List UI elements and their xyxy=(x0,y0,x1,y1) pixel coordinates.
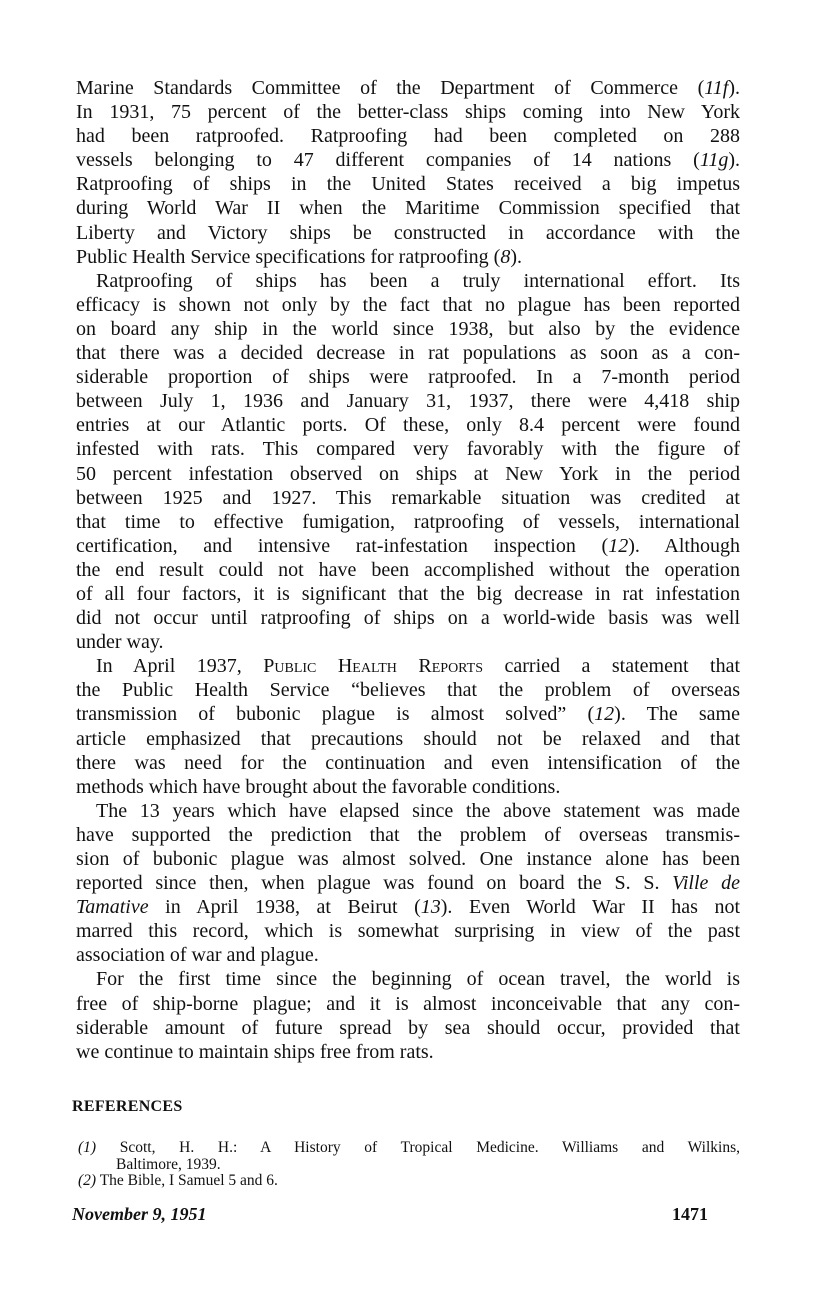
italic-text: 11f xyxy=(704,77,729,99)
text-segment: In 1931, 75 percent of the better-class ships coming into New York xyxy=(76,101,740,124)
text-segment: methods which have brought about the favorable conditions. xyxy=(76,775,561,798)
text-line xyxy=(76,293,740,317)
issue-date: November 9, 1951 xyxy=(72,1204,207,1224)
text-line xyxy=(76,558,740,582)
text-segment: In April 1937, xyxy=(96,655,264,678)
text-line xyxy=(76,1040,740,1064)
text-segment: on board any ship in the world since 1938, but also by the evidence xyxy=(76,317,740,340)
text-line xyxy=(76,751,740,775)
text-line xyxy=(76,919,740,943)
text-segment: siderable proportion of ships were ratproofed. In a 7-month period xyxy=(76,366,740,389)
text-line xyxy=(76,172,740,196)
text-segment: vessels belonging to 47 different companies of 14 nations ( xyxy=(76,149,700,172)
text-segment: there was need for the continuation and even intensification of the xyxy=(76,751,740,774)
text-line xyxy=(76,678,740,702)
text-segment: in April 1938, at Beirut ( xyxy=(148,896,421,919)
text-line xyxy=(76,365,740,389)
text-segment: free of ship-borne plague; and it is almost inconceivable that any con- xyxy=(76,992,740,1015)
text-segment: carried a statement that xyxy=(483,655,740,678)
small-caps-text: Public Health Reports xyxy=(263,655,484,678)
text-line xyxy=(76,341,740,365)
italic-text: Ville de xyxy=(672,872,740,895)
text-segment: ). The same xyxy=(614,703,740,726)
reference-number: (2) xyxy=(78,1172,97,1189)
paragraph xyxy=(76,269,740,655)
italic-text: 8 xyxy=(500,245,511,268)
text-segment: of all four factors, it is significant that the big decrease in rat infestation xyxy=(76,582,740,605)
text-line xyxy=(76,437,740,461)
text-segment: the Public Health Service “believes that the problem of overseas xyxy=(76,679,740,702)
text-segment: the end result could not have been accomplished without the operation xyxy=(76,558,740,581)
text-segment: that there was a decided decrease in rat populations as soon as a con- xyxy=(76,342,740,365)
text-segment: that time to effective fumigation, ratproofing of vessels, international xyxy=(76,510,740,533)
text-segment: association of war and plague. xyxy=(76,944,319,967)
text-segment: The 13 years which have elapsed since the above statement was made xyxy=(96,799,740,822)
text-segment: infested with rats. This compared very favorably with the figure of xyxy=(76,438,740,461)
text-line xyxy=(76,76,740,100)
text-segment: certification, and intensive rat-infestation inspection ( xyxy=(76,534,609,557)
text-segment: did not occur until ratproofing of ships on a world-wide basis was well xyxy=(76,607,740,630)
text-line xyxy=(76,630,740,654)
text-segment: Marine Standards Committee of the Department of Commerce ( xyxy=(76,77,705,99)
text-segment: efficacy is shown not only by the fact that no plague has been reported xyxy=(76,293,740,316)
text-segment: marred this record, which is somewhat surprising in view of the past xyxy=(76,920,740,943)
article-body xyxy=(76,76,740,1064)
text-line xyxy=(76,992,740,1016)
italic-text: 13 xyxy=(420,896,441,919)
paragraph xyxy=(76,654,740,799)
text-line xyxy=(76,967,740,991)
italic-text: 12 xyxy=(608,534,629,557)
text-segment: 50 percent infestation observed on ships at New York in the period xyxy=(76,462,740,485)
text-segment: ). xyxy=(510,245,522,268)
text-line xyxy=(76,486,740,510)
text-line xyxy=(76,389,740,413)
text-line xyxy=(76,245,740,269)
text-line xyxy=(76,606,740,630)
text-line xyxy=(76,871,740,895)
text-line xyxy=(76,702,740,726)
text-segment: under way. xyxy=(76,631,164,654)
text-segment: between 1925 and 1927. This remarkable situation was credited at xyxy=(76,486,740,509)
text-segment: ). Even World War II has not xyxy=(440,896,740,919)
text-segment: Liberty and Victory ships be constructed in accordance with the xyxy=(76,221,740,244)
text-line xyxy=(76,799,740,823)
text-line xyxy=(76,582,740,606)
text-line xyxy=(76,895,740,919)
text-line xyxy=(76,124,740,148)
text-segment: ). xyxy=(728,77,740,99)
reference-item xyxy=(78,1139,740,1173)
text-line xyxy=(76,196,740,220)
text-segment: had been ratproofed. Ratproofing had been completed on 288 xyxy=(76,125,740,148)
text-line xyxy=(76,413,740,437)
text-line xyxy=(76,943,740,967)
text-segment: ). xyxy=(728,149,740,172)
italic-text: 11g xyxy=(699,149,729,172)
text-line xyxy=(76,847,740,871)
text-segment: sion of bubonic plague was almost solved. One instance alone has been xyxy=(76,848,740,870)
paragraph xyxy=(76,799,740,968)
text-segment: ). Although xyxy=(628,534,740,557)
reference-text: The Bible, I Samuel 5 and 6. xyxy=(99,1172,278,1189)
text-line xyxy=(76,462,740,486)
references-heading: REFERENCES xyxy=(72,1098,183,1115)
text-line xyxy=(76,221,740,245)
text-segment: Ratproofing of ships in the United States received a big impetus xyxy=(76,173,740,196)
text-line xyxy=(76,148,740,172)
text-line xyxy=(76,727,740,751)
reference-text: Scott, H. H.: A History of Tropical Medicine. Williams and Wilkins, xyxy=(119,1139,740,1156)
text-segment: between July 1, 1936 and January 31, 1937, there were 4,418 ship xyxy=(76,390,740,413)
reference-item xyxy=(78,1172,278,1189)
text-line xyxy=(76,269,740,293)
text-segment: during World War II when the Maritime Commission specified that xyxy=(76,197,740,220)
reference-text-continued: Baltimore, 1939. xyxy=(116,1156,221,1173)
text-segment: transmission of bubonic plague is almost solved” ( xyxy=(76,703,595,726)
italic-text: 12 xyxy=(594,703,615,726)
text-segment: Ratproofing of ships has been a truly international effort. Its xyxy=(96,269,740,292)
text-line xyxy=(76,654,740,678)
text-line xyxy=(76,510,740,534)
text-segment: siderable amount of future spread by sea should occur, provided that xyxy=(76,1016,740,1039)
text-segment: Public Health Service specifications for ratproofing ( xyxy=(76,245,501,268)
italic-text: Tamative xyxy=(76,896,149,919)
text-segment: we continue to maintain ships free from rats. xyxy=(76,1040,434,1063)
text-line xyxy=(76,100,740,124)
text-segment: reported since then, when plague was found on board the S. S. xyxy=(76,872,673,895)
text-line xyxy=(76,1016,740,1040)
text-line xyxy=(76,823,740,847)
text-segment: entries at our Atlantic ports. Of these, only 8.4 percent were found xyxy=(76,414,740,437)
page-number: 1471 xyxy=(672,1204,708,1224)
text-line xyxy=(76,775,740,799)
reference-number: (1) xyxy=(78,1139,97,1156)
text-segment: have supported the prediction that the problem of overseas transmis- xyxy=(76,823,740,846)
text-line xyxy=(76,317,740,341)
paragraph xyxy=(76,76,740,269)
paragraph xyxy=(76,967,740,1063)
text-segment: article emphasized that precautions should not be relaxed and that xyxy=(76,727,740,750)
text-segment: For the first time since the beginning of ocean travel, the world is xyxy=(96,968,740,991)
text-line xyxy=(76,534,740,558)
